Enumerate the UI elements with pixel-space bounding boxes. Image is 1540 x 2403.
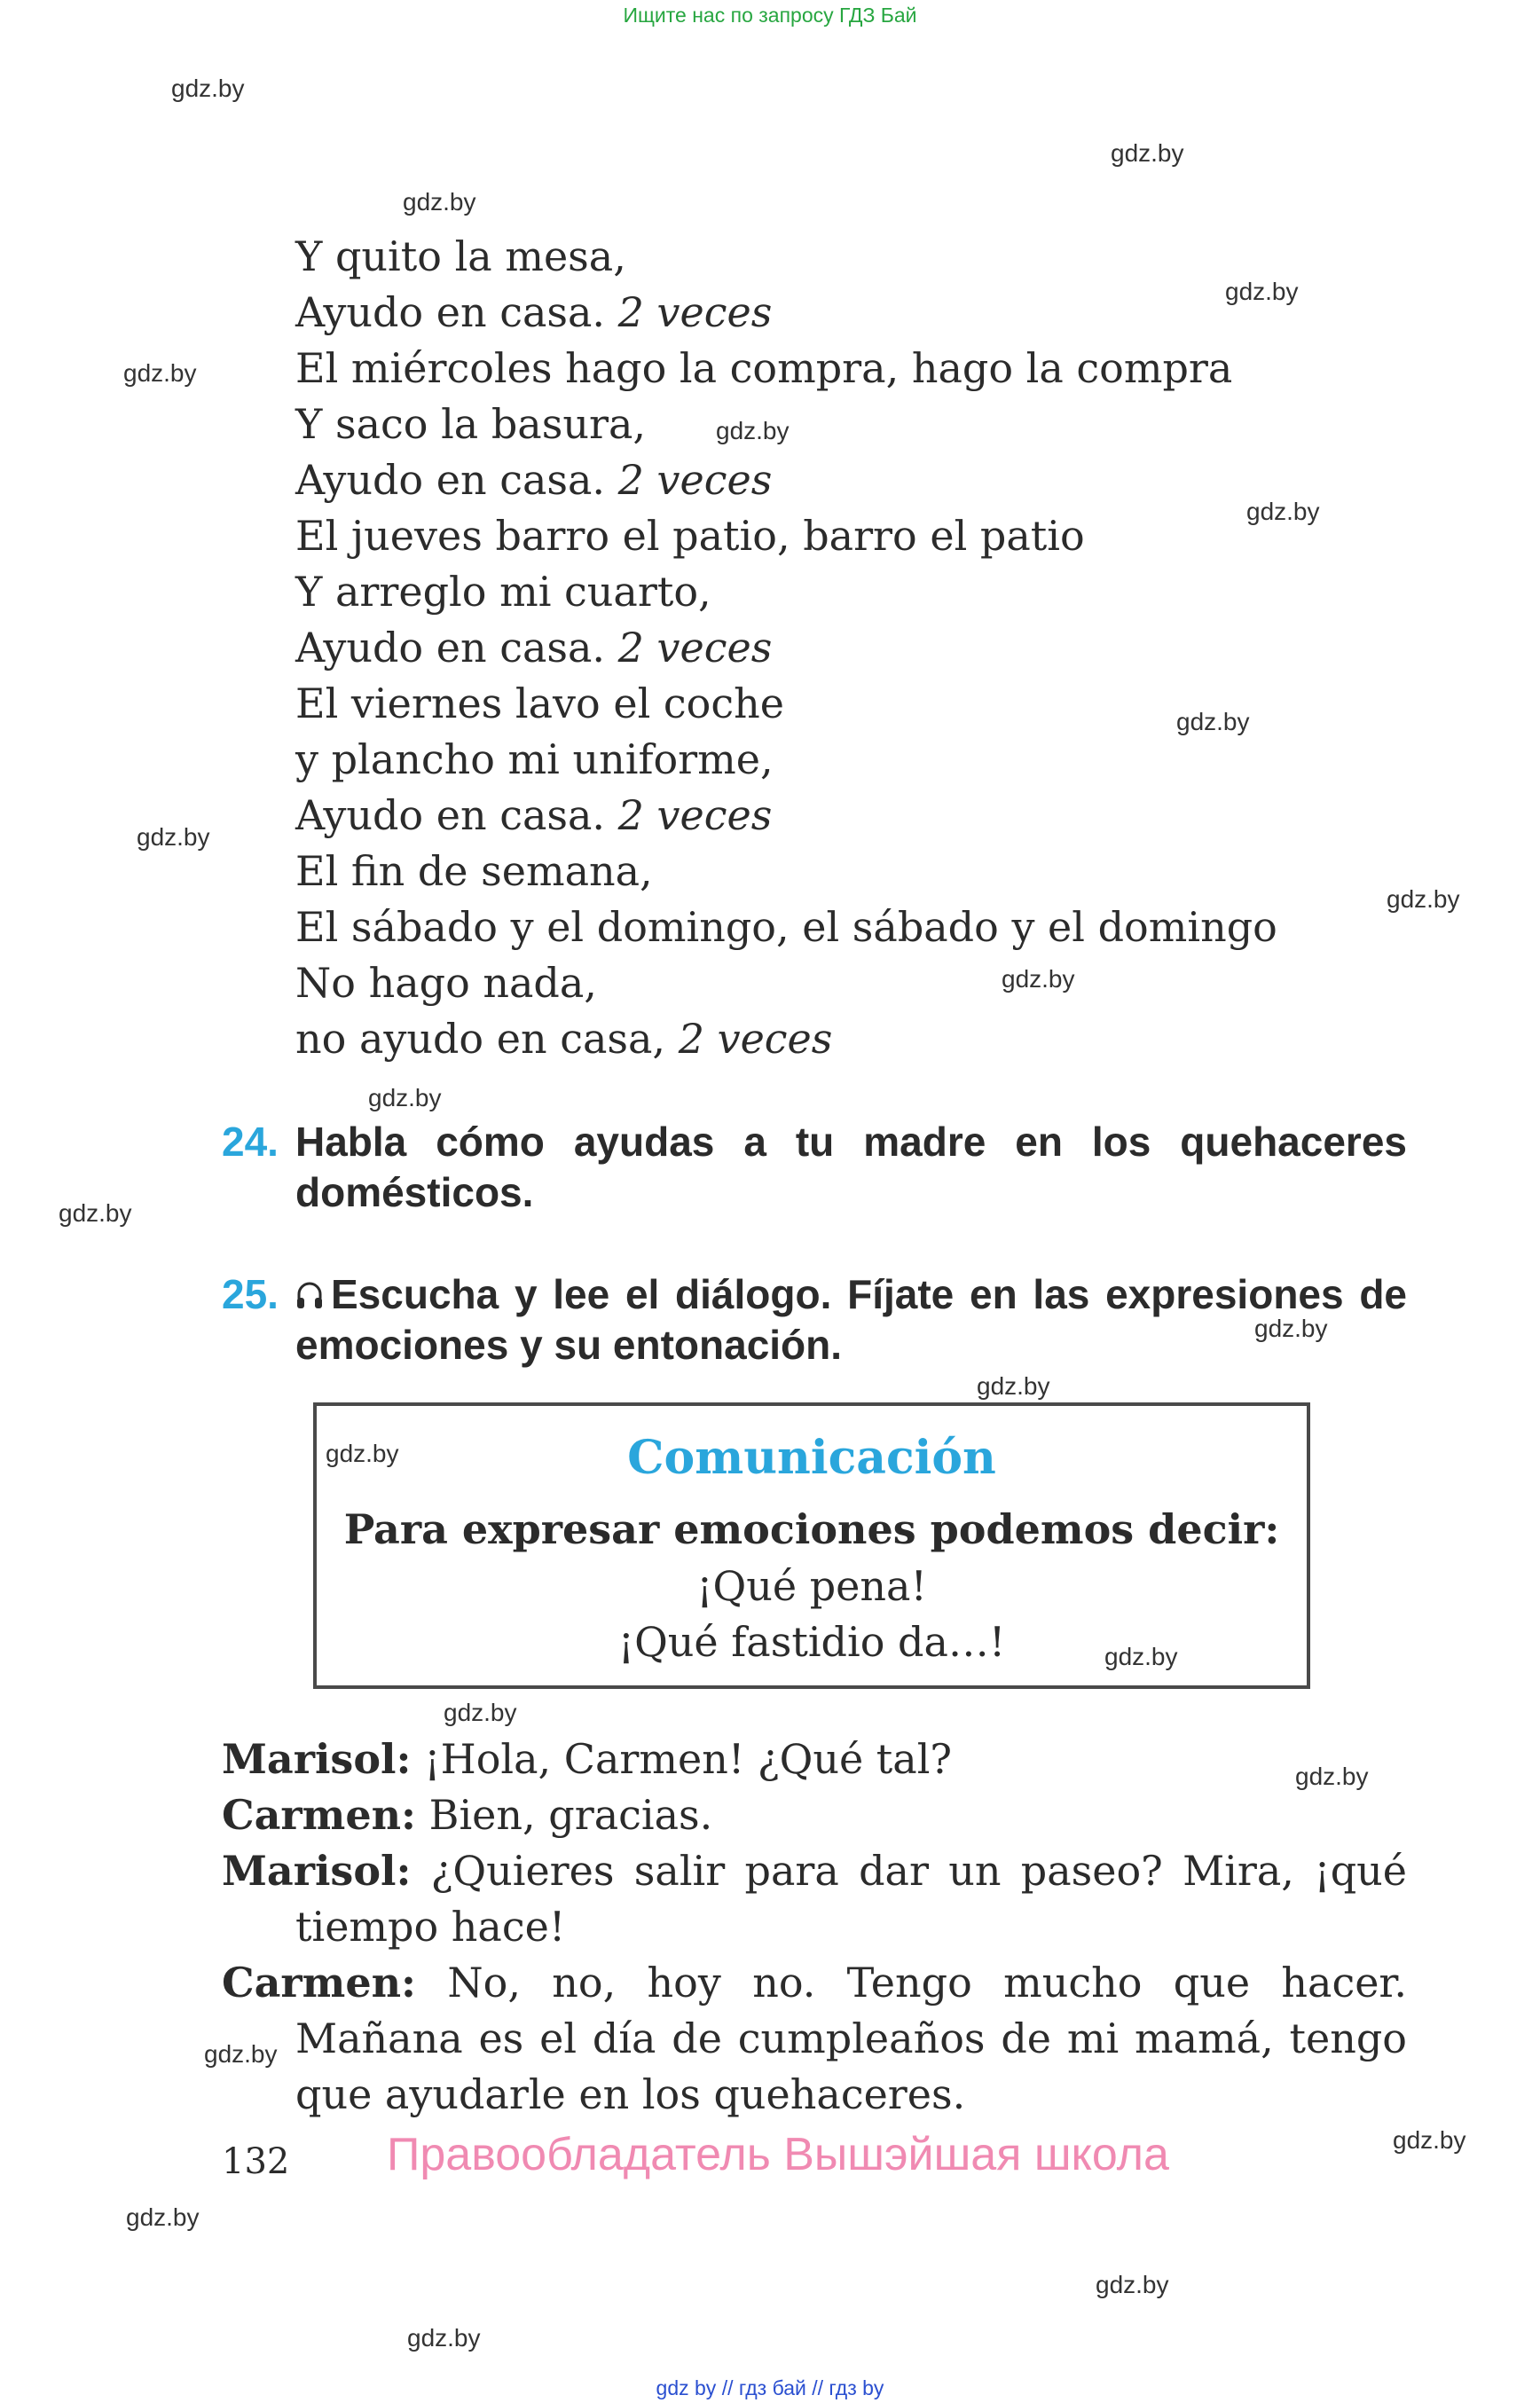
watermark: gdz.by: [1387, 885, 1460, 913]
top-banner: Ищите нас по запросу ГДЗ Бай: [623, 4, 917, 27]
exercise-text: Escucha y lee el diálogo. Fíjate en las expresiones de emociones y su entonación.: [295, 1271, 1407, 1368]
poem-line: No hago nada,: [295, 959, 597, 1007]
watermark: gdz.by: [1104, 1643, 1178, 1670]
page-number: 132: [222, 2141, 290, 2182]
watermark: gdz.by: [1246, 498, 1320, 525]
poem: [295, 229, 1277, 1067]
speaker: Carmen:: [222, 1791, 417, 1839]
watermark: gdz.by: [1096, 2271, 1169, 2298]
watermark: gdz.by: [126, 2203, 200, 2231]
watermark: gdz.by: [368, 1084, 442, 1111]
watermark: gdz.by: [204, 2040, 278, 2068]
poem-line: Y saco la basura,: [295, 400, 646, 448]
speaker: Carmen:: [222, 1959, 417, 2006]
speaker: Marisol:: [222, 1735, 412, 1783]
watermark: gdz.by: [403, 188, 476, 216]
poem-line: y plancho mi uniforme,: [295, 735, 774, 783]
watermark: gdz.by: [326, 1440, 399, 1467]
dialogue-line: Marisol: ¿Quieres salir para dar un paseo? Mira, ¡qué tiempo hace!: [222, 1847, 1407, 1951]
headphones-icon: [295, 1281, 324, 1311]
poem-line: Ayudo en casa. 2 veces: [295, 456, 773, 504]
poem-line: El sábado y el domingo, el sábado y el domingo: [295, 903, 1277, 951]
watermark: gdz.by: [123, 359, 197, 387]
watermark: gdz.by: [1225, 278, 1299, 305]
exercise-number: 24.: [222, 1119, 279, 1165]
exercise-24: [222, 1117, 1407, 1218]
dialogue: [222, 1732, 1407, 2123]
exercise-number: 25.: [222, 1271, 279, 1317]
watermark: gdz.by: [977, 1372, 1050, 1400]
communication-title: Comunicación: [627, 1431, 996, 1485]
watermark: gdz.by: [59, 1199, 132, 1227]
speaker: Marisol:: [222, 1847, 412, 1895]
poem-line: no ayudo en casa, 2 veces: [295, 1015, 833, 1063]
communication-intro: Para expresar emociones podemos decir:: [343, 1505, 1280, 1553]
poem-line: Y arreglo mi cuarto,: [295, 568, 711, 616]
watermark: gdz.by: [407, 2324, 481, 2352]
rights-holder: Правообладатель Вышэйшая школа: [387, 2129, 1169, 2180]
watermark: gdz.by: [444, 1699, 517, 1726]
watermark: gdz.by: [1295, 1763, 1369, 1790]
communication-box: [313, 1402, 1310, 1689]
dialogue-line: Carmen: Bien, gracias.: [222, 1791, 713, 1839]
poem-line: Ayudo en casa. 2 veces: [295, 288, 773, 336]
poem-line: El miércoles hago la compra, hago la compra: [295, 344, 1233, 392]
exercise-25: [222, 1269, 1407, 1370]
communication-phrase: ¡Qué fastidio da…!: [617, 1618, 1006, 1666]
poem-line: El viernes lavo el coche: [295, 679, 784, 727]
poem-line: El jueves barro el patio, barro el patio: [295, 512, 1085, 560]
bottom-links[interactable]: gdz by // гдз бай // гдз by: [656, 2376, 884, 2399]
watermark: gdz.by: [1111, 139, 1184, 167]
watermark: gdz.by: [1002, 965, 1075, 993]
watermark: gdz.by: [716, 417, 790, 444]
poem-line: El fin de semana,: [295, 847, 653, 895]
communication-phrase: ¡Qué pena!: [696, 1562, 927, 1610]
dialogue-line: Carmen: No, no, hoy no. Tengo mucho que hacer. Mañana es el día de cumpleaños de mi mamá, tengo que ayudarle en los quehaceres.: [222, 1959, 1407, 2118]
poem-line: Y quito la mesa,: [295, 232, 626, 280]
watermark: gdz.by: [171, 75, 245, 102]
watermark: gdz.by: [1254, 1315, 1328, 1342]
exercise-text: Habla cómo ayudas a tu madre en los quehaceres domésticos.: [295, 1119, 1407, 1215]
watermark: gdz.by: [137, 823, 210, 851]
watermark: gdz.by: [1176, 708, 1250, 735]
watermark: gdz.by: [1393, 2126, 1466, 2154]
dialogue-line: Marisol: ¡Hola, Carmen! ¿Qué tal?: [222, 1735, 953, 1783]
poem-line: Ayudo en casa. 2 veces: [295, 791, 773, 839]
poem-line: Ayudo en casa. 2 veces: [295, 624, 773, 671]
